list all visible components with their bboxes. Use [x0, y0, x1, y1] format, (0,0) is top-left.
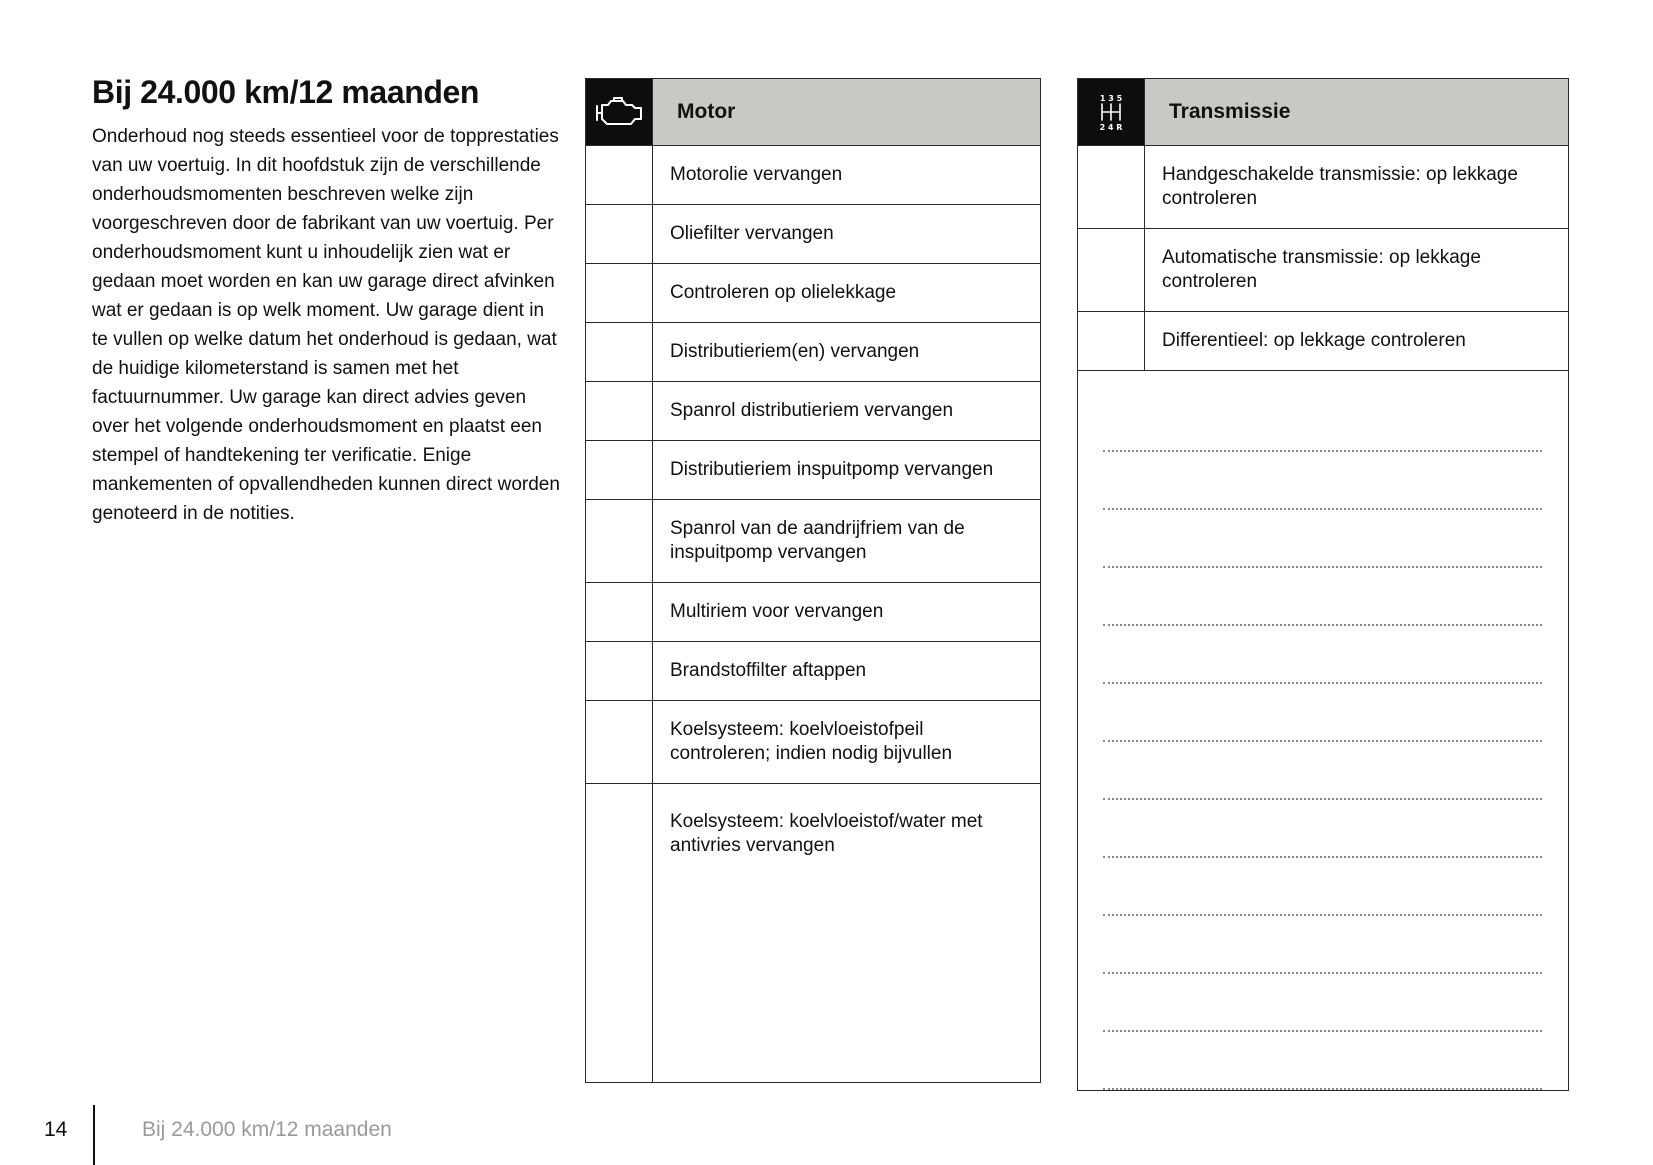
transmission-header-row	[1078, 79, 1569, 146]
footer-divider	[93, 1105, 95, 1165]
table-row	[586, 323, 1041, 382]
task-label: Oliefilter vervangen	[653, 205, 1041, 264]
note-line[interactable]	[1103, 684, 1542, 742]
page-title: Bij 24.000 km/12 maanden	[92, 74, 480, 110]
task-label: Handgeschakelde transmissie: op lekkage controleren	[1145, 146, 1569, 229]
notes-area[interactable]	[1078, 371, 1569, 1091]
footer-section-title: Bij 24.000 km/12 maanden	[142, 1118, 392, 1141]
check-box[interactable]	[586, 701, 653, 784]
task-label: Spanrol van de aandrijfriem van de inspuitpomp vervangen	[653, 500, 1041, 583]
check-box[interactable]	[586, 441, 653, 500]
check-box[interactable]	[586, 382, 653, 441]
task-label: Controleren op olielekkage	[653, 264, 1041, 323]
note-line[interactable]	[1103, 394, 1542, 452]
check-box[interactable]	[586, 583, 653, 642]
engine-icon	[594, 95, 644, 129]
table-row	[586, 701, 1041, 784]
check-box[interactable]	[586, 323, 653, 382]
task-label: Distributieriem inspuitpomp vervangen	[653, 441, 1041, 500]
check-box[interactable]	[1078, 229, 1145, 312]
table-row	[586, 642, 1041, 701]
note-line[interactable]	[1103, 916, 1542, 974]
table-row	[586, 784, 1041, 1083]
table-row	[586, 382, 1041, 441]
note-lines	[1103, 394, 1542, 1090]
task-label: Automatische transmissie: op lekkage controleren	[1145, 229, 1569, 312]
notes-row	[1078, 371, 1569, 1091]
transmission-checklist	[1077, 78, 1569, 1091]
note-line[interactable]	[1103, 742, 1542, 800]
table-row	[586, 146, 1041, 205]
check-box[interactable]	[1078, 146, 1145, 229]
task-label: Koelsysteem: koelvloeistofpeil controleren; indien nodig bijvullen	[653, 701, 1041, 784]
intro-section	[92, 72, 562, 528]
table-row	[586, 205, 1041, 264]
task-label: Brandstoffilter aftappen	[653, 642, 1041, 701]
table-row	[1078, 146, 1569, 229]
motor-header: Motor	[653, 79, 1041, 146]
table-row	[586, 583, 1041, 642]
table-row	[586, 264, 1041, 323]
check-box[interactable]	[586, 500, 653, 583]
motor-header-row	[586, 79, 1041, 146]
task-label: Differentieel: op lekkage controleren	[1145, 312, 1569, 371]
motor-checklist	[585, 78, 1041, 1083]
motor-icon-cell	[586, 79, 653, 146]
note-line[interactable]	[1103, 800, 1542, 858]
check-box[interactable]	[586, 264, 653, 323]
transmission-header: Transmissie	[1145, 79, 1569, 146]
table-row	[1078, 312, 1569, 371]
check-box[interactable]	[586, 146, 653, 205]
gearshift-icon	[1094, 92, 1128, 132]
gear-labels-top: 1 3 5	[1099, 94, 1123, 103]
task-label: Distributieriem(en) vervangen	[653, 323, 1041, 382]
table-row	[586, 441, 1041, 500]
note-line[interactable]	[1103, 568, 1542, 626]
transmission-icon-cell	[1078, 79, 1145, 146]
table-row	[586, 500, 1041, 583]
note-line[interactable]	[1103, 510, 1542, 568]
task-label: Spanrol distributieriem vervangen	[653, 382, 1041, 441]
check-box[interactable]	[586, 642, 653, 701]
task-label: Motorolie vervangen	[653, 146, 1041, 205]
check-box[interactable]	[1078, 312, 1145, 371]
table-row	[1078, 229, 1569, 312]
gear-labels-bottom: 2 4 R	[1099, 123, 1123, 132]
note-line[interactable]	[1103, 974, 1542, 1032]
note-line[interactable]	[1103, 452, 1542, 510]
task-label: Koelsysteem: koelvloeistof/water met antivries vervangen	[653, 784, 1041, 1083]
check-box[interactable]	[586, 205, 653, 264]
intro-text: Onderhoud nog steeds essentieel voor de topprestaties van uw voertuig. In dit hoofdstuk zijn de verschillende onderhoudsmomenten beschreven welke zijn voorgeschreven door de fabrikant van uw voertuig. Per onderhoudsmoment kunt u inhoudelijk zien wat er gedaan moet worden en kan uw garage direct afvinken wat er gedaan is op welk moment. Uw garage dient in te vullen op welke datum het onderhoud is gedaan, wat de huidige kilometerstand is samen met het factuurnummer. Uw garage kan direct advies geven over het volgende onderhoudsmoment en plaatst een stempel of handtekening ter verificatie. Enige mankementen of opvallendheden kunnen direct worden genoteerd in de notities.	[92, 126, 560, 524]
note-line[interactable]	[1103, 626, 1542, 684]
note-line[interactable]	[1103, 1032, 1542, 1090]
note-line[interactable]	[1103, 858, 1542, 916]
task-label: Multiriem voor vervangen	[653, 583, 1041, 642]
page-number: 14	[44, 1118, 68, 1141]
check-box[interactable]	[586, 784, 653, 1083]
